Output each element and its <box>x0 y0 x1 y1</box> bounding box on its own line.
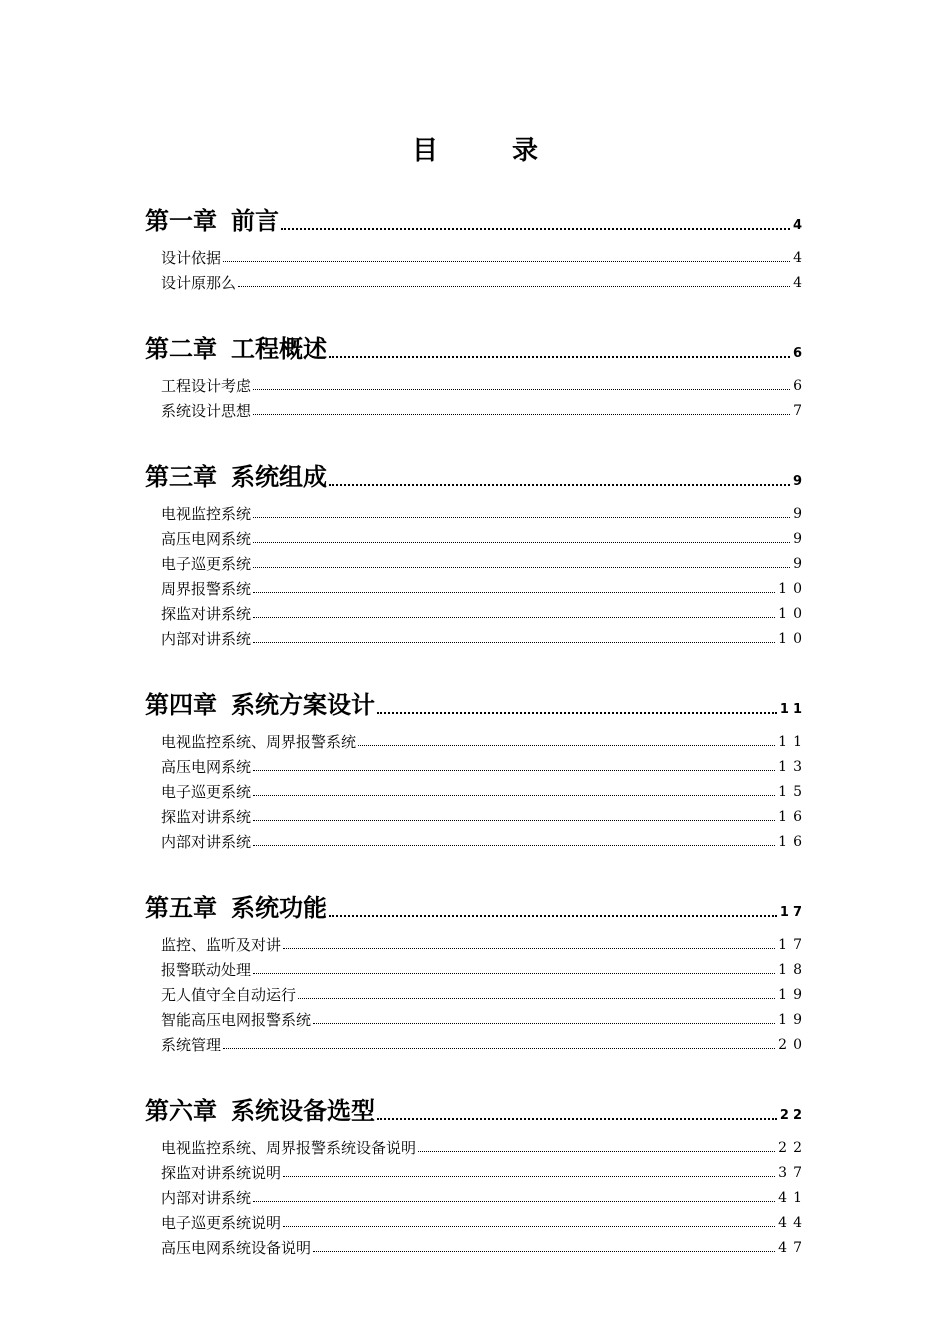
section-title: 设计依据 <box>161 249 222 267</box>
dot-leader <box>253 567 790 568</box>
toc-section-entry[interactable] <box>145 803 808 828</box>
toc-chapter-block <box>145 1080 808 1259</box>
section-page-number: 47 <box>778 1240 808 1256</box>
chapter-title <box>145 1096 375 1126</box>
section-title: 监控、监听及对讲 <box>161 936 282 954</box>
dot-leader <box>253 592 775 593</box>
toc-section-entry[interactable] <box>145 625 808 650</box>
section-page-number: 10 <box>778 631 808 647</box>
section-page-number: 18 <box>778 962 808 978</box>
section-title: 内部对讲系统 <box>161 1189 252 1207</box>
dot-leader <box>329 915 777 917</box>
chapter-title <box>145 206 279 236</box>
toc-section-entry[interactable] <box>145 778 808 803</box>
toc-section-list <box>145 728 808 853</box>
chapter-name: 系统设备选型 <box>231 1097 375 1125</box>
dot-leader <box>283 1176 775 1177</box>
dot-leader <box>253 795 775 796</box>
section-title: 高压电网系统设备说明 <box>161 1239 312 1257</box>
section-title: 电视监控系统 <box>161 505 252 523</box>
dot-leader <box>313 1023 775 1024</box>
toc-section-entry[interactable] <box>145 956 808 981</box>
toc-section-entry[interactable] <box>145 728 808 753</box>
dot-leader <box>253 820 775 821</box>
section-page-number: 4 <box>793 250 808 266</box>
section-page-number: 10 <box>778 606 808 622</box>
toc-chapter-block <box>145 190 808 294</box>
title-right-char: 录 <box>512 136 539 166</box>
toc-section-list <box>145 244 808 294</box>
section-page-number: 17 <box>778 937 808 953</box>
toc-section-entry[interactable] <box>145 575 808 600</box>
section-page-number: 41 <box>778 1190 808 1206</box>
toc-section-entry[interactable] <box>145 1006 808 1031</box>
chapter-number: 第四章 <box>145 691 217 719</box>
toc-section-entry[interactable] <box>145 828 808 853</box>
toc-section-list <box>145 1134 808 1259</box>
toc-chapter-block <box>145 674 808 853</box>
dot-leader <box>358 745 775 746</box>
chapter-number: 第三章 <box>145 463 217 491</box>
chapter-title <box>145 462 327 492</box>
toc-section-entry[interactable] <box>145 600 808 625</box>
chapter-page-number: 6 <box>792 346 806 361</box>
chapter-name: 系统方案设计 <box>231 691 375 719</box>
section-page-number: 15 <box>778 784 808 800</box>
toc-section-entry[interactable] <box>145 1159 808 1184</box>
dot-leader <box>283 948 775 949</box>
section-title: 报警联动处理 <box>161 961 252 979</box>
toc-chapter-block <box>145 446 808 650</box>
section-page-number: 7 <box>793 403 808 419</box>
table-of-contents <box>145 190 808 1283</box>
toc-section-entry[interactable] <box>145 550 808 575</box>
chapter-page-number: 4 <box>792 218 806 233</box>
toc-section-entry[interactable] <box>145 931 808 956</box>
toc-section-entry[interactable] <box>145 500 808 525</box>
section-page-number: 9 <box>793 506 808 522</box>
section-page-number: 19 <box>778 987 808 1003</box>
section-title: 工程设计考虑 <box>161 377 252 395</box>
dot-leader <box>253 542 790 543</box>
chapter-number: 第二章 <box>145 335 217 363</box>
dot-leader <box>283 1226 775 1227</box>
dot-leader <box>313 1251 775 1252</box>
title-left-char: 目 <box>411 136 438 166</box>
section-page-number: 10 <box>778 581 808 597</box>
dot-leader <box>298 998 775 999</box>
dot-leader <box>253 617 775 618</box>
dot-leader <box>253 973 775 974</box>
chapter-name: 系统组成 <box>231 463 327 491</box>
toc-section-list <box>145 372 808 422</box>
section-page-number: 20 <box>778 1037 808 1053</box>
chapter-title <box>145 334 327 364</box>
section-title: 电视监控系统、周界报警系统 <box>161 733 357 751</box>
toc-chapter-entry[interactable] <box>145 318 806 364</box>
section-title: 高压电网系统 <box>161 758 252 776</box>
dot-leader <box>253 642 775 643</box>
toc-chapter-block <box>145 318 808 422</box>
section-page-number: 4 <box>793 275 808 291</box>
dot-leader <box>329 484 790 486</box>
section-title: 电子巡更系统 <box>161 783 252 801</box>
dot-leader <box>253 770 775 771</box>
section-page-number: 16 <box>778 809 808 825</box>
toc-section-entry[interactable] <box>145 1184 808 1209</box>
section-page-number: 6 <box>793 378 808 394</box>
section-title: 探监对讲系统说明 <box>161 1164 282 1182</box>
chapter-name: 工程概述 <box>231 335 327 363</box>
chapter-title <box>145 893 327 923</box>
section-title: 高压电网系统 <box>161 530 252 548</box>
section-title: 周界报警系统 <box>161 580 252 598</box>
page-title <box>0 130 950 167</box>
toc-section-entry[interactable] <box>145 372 808 397</box>
section-page-number: 37 <box>778 1165 808 1181</box>
chapter-name: 系统功能 <box>231 894 327 922</box>
dot-leader <box>418 1151 775 1152</box>
toc-chapter-entry[interactable] <box>145 446 806 492</box>
dot-leader <box>253 414 790 415</box>
section-page-number: 19 <box>778 1012 808 1028</box>
toc-section-entry[interactable] <box>145 1209 808 1234</box>
chapter-number: 第一章 <box>145 207 217 235</box>
toc-section-entry[interactable] <box>145 525 808 550</box>
section-title: 探监对讲系统 <box>161 605 252 623</box>
chapter-page-number: 11 <box>779 702 806 717</box>
toc-chapter-entry[interactable] <box>145 190 806 236</box>
section-title: 内部对讲系统 <box>161 833 252 851</box>
dot-leader <box>377 712 777 714</box>
section-page-number: 9 <box>793 531 808 547</box>
chapter-number: 第六章 <box>145 1097 217 1125</box>
dot-leader <box>253 1201 775 1202</box>
section-title: 电子巡更系统说明 <box>161 1214 282 1232</box>
toc-chapter-entry[interactable] <box>145 877 806 923</box>
section-page-number: 22 <box>778 1140 808 1156</box>
section-title: 探监对讲系统 <box>161 808 252 826</box>
toc-section-entry[interactable] <box>145 397 808 422</box>
section-title: 电视监控系统、周界报警系统设备说明 <box>161 1139 417 1157</box>
toc-chapter-entry[interactable] <box>145 674 806 720</box>
chapter-name: 前言 <box>231 207 279 235</box>
chapter-page-number: 22 <box>779 1108 806 1123</box>
toc-chapter-block <box>145 877 808 1056</box>
dot-leader <box>253 389 790 390</box>
dot-leader <box>377 1118 777 1120</box>
dot-leader <box>329 356 790 358</box>
toc-section-entry[interactable] <box>145 981 808 1006</box>
toc-section-list <box>145 931 808 1056</box>
toc-chapter-entry[interactable] <box>145 1080 806 1126</box>
section-page-number: 13 <box>778 759 808 775</box>
section-title: 系统管理 <box>161 1036 222 1054</box>
section-title: 电子巡更系统 <box>161 555 252 573</box>
toc-section-list <box>145 500 808 650</box>
toc-section-entry[interactable] <box>145 1134 808 1159</box>
dot-leader <box>253 845 775 846</box>
section-page-number: 16 <box>778 834 808 850</box>
dot-leader <box>238 286 790 287</box>
toc-section-entry[interactable] <box>145 1234 808 1259</box>
chapter-number: 第五章 <box>145 894 217 922</box>
section-page-number: 11 <box>778 734 808 750</box>
chapter-page-number: 17 <box>779 905 806 920</box>
dot-leader <box>253 517 790 518</box>
section-page-number: 9 <box>793 556 808 572</box>
toc-section-entry[interactable] <box>145 1031 808 1056</box>
section-title: 无人值守全自动运行 <box>161 986 297 1004</box>
dot-leader <box>223 1048 775 1049</box>
toc-section-entry[interactable] <box>145 753 808 778</box>
section-page-number: 44 <box>778 1215 808 1231</box>
dot-leader <box>281 228 790 230</box>
toc-section-entry[interactable] <box>145 244 808 269</box>
chapter-page-number: 9 <box>792 474 806 489</box>
toc-section-entry[interactable] <box>145 269 808 294</box>
section-title: 智能高压电网报警系统 <box>161 1011 312 1029</box>
dot-leader <box>223 261 790 262</box>
section-title: 系统设计思想 <box>161 402 252 420</box>
chapter-title <box>145 690 375 720</box>
section-title: 内部对讲系统 <box>161 630 252 648</box>
section-title: 设计原那么 <box>161 274 237 292</box>
